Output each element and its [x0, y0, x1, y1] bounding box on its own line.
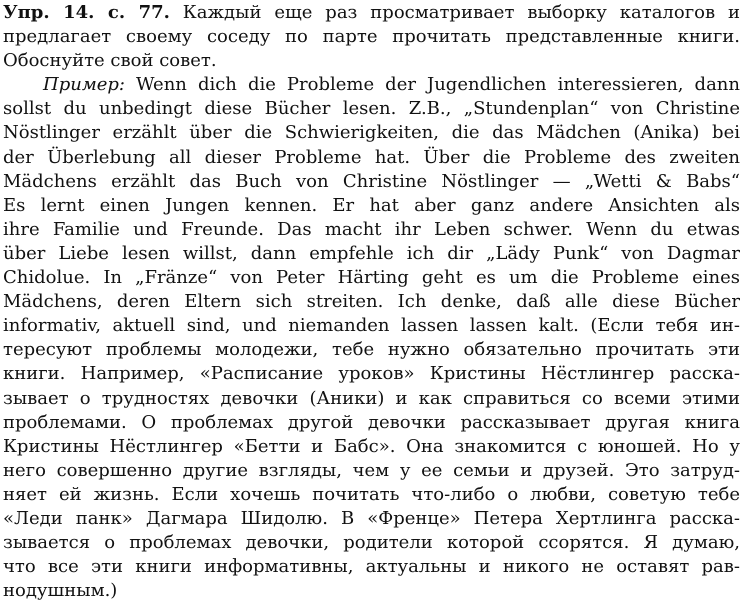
example-first-line — [3, 73, 740, 97]
exercise-label: Упр. 14. с. 77. — [3, 2, 170, 23]
example-line: Кристины Нёстлингер «Бетти и Бабс». Она знакомится с юношей. Но у — [3, 435, 740, 457]
example-line: зывается о проблемах девочки, родители которой ссорятся. Я думаю, — [3, 532, 740, 554]
example-line: der Überlebung all dieser Probleme hat. Über die Probleme des zweiten — [3, 146, 740, 168]
example-line: Chidolue. In „Fränze“ von Peter Härting geht es um die Probleme eines — [3, 267, 740, 289]
example-line: тересуют проблемы молодежи, тебе нужно обязательно прочитать эти — [3, 339, 740, 361]
exercise-task-line: Каждый еще раз просматривает выборку каталогов и — [169, 2, 740, 23]
example-text: Wenn dich die Probleme der Jugendlichen interessieren, dann — [124, 74, 740, 96]
example-line: ihre Familie und Freunde. Das macht ihr Leben schwer. Wenn du etwas — [3, 218, 740, 240]
example-line: книги. Например, «Расписание уроков» Кристины Нёстлингер расска- — [3, 363, 740, 385]
example-line: зывает о трудностях девочки (Аники) и как справиться со всеми этими — [3, 387, 740, 409]
exercise-heading-line — [3, 1, 740, 25]
example-line: «Леди панк» Дагмара Шидолю. В «Френце» Петера Хертлинга расска- — [3, 507, 740, 529]
exercise-task-line: Обоснуйте свой совет. — [3, 50, 217, 72]
example-line: него совершенно другие взгляды, чем у ее семьи и друзей. Это затруд- — [3, 459, 740, 481]
example-line: Mädchens erzählt das Buch von Christine Nöstlinger — „Wetti & Babs“ — [3, 170, 740, 192]
example-line: informativ, aktuell sind, und niemanden lassen lassen kalt. (Если тебя ин- — [3, 315, 740, 337]
example-line: няет ей жизнь. Если хочешь почитать что-либо о любви, советую тебе — [3, 483, 740, 505]
exercise-task-line: предлагает своему соседу по парте прочитать представленные книги. — [3, 26, 740, 48]
example-line: sollst du unbedingt diese Bücher lesen. Z.B., „Stundenplan“ von Christine — [3, 98, 740, 120]
example-line: нодушным.) — [3, 580, 118, 602]
example-line: Mädchens, deren Eltern sich streiten. Ich denke, daß alle diese Bücher — [3, 291, 740, 313]
example-line: проблемами. О проблемах другой девочки рассказывает другая книга — [3, 411, 740, 433]
example-label: Пример: — [43, 74, 125, 96]
example-line: Nöstlinger erzählt über die Schwierigkeiten, die das Mädchen (Anika) bei — [3, 122, 740, 144]
example-line: über Liebe lesen willst, dann empfehle ich dir „Lädy Punk“ von Dagmar — [3, 242, 740, 264]
example-line: что все эти книги информативны, актуальны и никого не оставят рав- — [3, 556, 740, 578]
example-line: Es lernt einen Jungen kennen. Er hat aber ganz andere Ansichten als — [3, 194, 740, 216]
